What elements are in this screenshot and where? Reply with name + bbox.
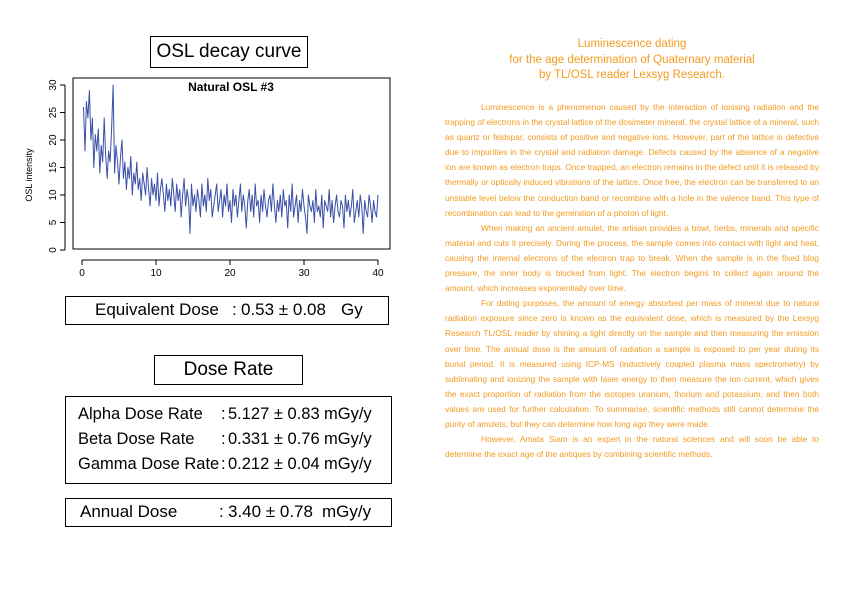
y-tick-label: 0 bbox=[48, 247, 59, 253]
annual-dose-label: Annual Dose bbox=[80, 502, 178, 521]
osl-series-line bbox=[84, 85, 379, 234]
annual-dose-box bbox=[65, 498, 392, 527]
annual-dose-unit: mGy/y bbox=[322, 502, 372, 521]
equivalent-dose-unit: Gy bbox=[341, 300, 363, 319]
article-paragraph: For dating purposes, the amount of energy absorbed per mass of mineral due to natural radiation exposure since zero is known as the equivalent dose, which is measured by the Lexsyg Research TL/OSL reader by shining a light directly on the sample and then measuring the emission over time. The annual dose is the amount of radiation a sample is exposed to per year during its burial period. It is measured using ICP-MS (inductively coupled plasma mass spectrometry) by sublimating and ionizing the sample with laser energy to then measure the ion current, which gives the exact proportion of radiation from the isotopes uranium, thorium and potassium, and then both values are used for further calculation. To summarise, scientific methods still cannot determine the purity of amulets, but they can determine how long ago they were made. bbox=[445, 298, 819, 429]
article-title bbox=[445, 37, 819, 84]
equivalent-dose-label: Equivalent Dose bbox=[95, 300, 219, 319]
dose-rate-label: Gamma Dose Rate bbox=[78, 455, 220, 473]
x-tick-label: 40 bbox=[372, 268, 384, 279]
dose-rate-unit: mGy/y bbox=[324, 455, 372, 473]
y-tick-label: 10 bbox=[48, 189, 59, 201]
dose-rate-value: 0.331 ± 0.76 bbox=[228, 430, 320, 448]
dose-rate-colon: : bbox=[221, 405, 226, 423]
dose-rate-value: 5.127 ± 0.83 bbox=[228, 405, 320, 423]
equivalent-dose-box bbox=[65, 296, 389, 325]
article-body bbox=[445, 100, 819, 462]
x-tick-label: 0 bbox=[79, 268, 85, 279]
dose-rate-value: 0.212 ± 0.04 bbox=[228, 455, 320, 473]
y-tick-label: 30 bbox=[48, 79, 59, 91]
chart-y-axis-label: OSL intensity bbox=[24, 148, 34, 202]
article-paragraph: However, Amata Siam is an expert in the natural sciences and will soon be able to determine the exact age of the antiques by combining scientific methods. bbox=[445, 434, 819, 460]
dose-rate-label: Beta Dose Rate bbox=[78, 430, 195, 448]
article-title-line: for the age determination of Quaternary material bbox=[509, 53, 755, 66]
dose-rate-title-box bbox=[154, 355, 303, 385]
x-tick-label: 30 bbox=[298, 268, 310, 279]
article-paragraph: When making an ancient amulet, the artisan provides a bowl, herbs, minerals and specific material and cuts it precisely. During the process, the sample comes into contact with light and heat, causing the internal electrons of the electron trap to break. When the sample is in the fixed blog pressure, the inner body is blocked from light. The electron begins to collect again around the amount, which increases exponentially over time. bbox=[445, 222, 819, 294]
dose-rate-label: Alpha Dose Rate bbox=[78, 405, 203, 423]
dose-rate-unit: mGy/y bbox=[324, 405, 372, 423]
x-tick-label: 10 bbox=[150, 268, 162, 279]
article-title-line: by TL/OSL reader Lexsyg Research. bbox=[538, 69, 725, 81]
dose-rate-box bbox=[65, 396, 392, 484]
article-title-line: Luminescence dating bbox=[577, 38, 687, 50]
y-tick-label: 5 bbox=[48, 219, 59, 226]
series-layer bbox=[84, 85, 379, 234]
y-tick-label: 20 bbox=[48, 134, 59, 146]
osl-decay-chart bbox=[0, 70, 400, 285]
chart-title: Natural OSL #3 bbox=[188, 80, 274, 94]
x-tick-label: 20 bbox=[224, 268, 236, 279]
y-tick-label: 15 bbox=[48, 161, 59, 174]
annual-dose-value: 3.40 ± 0.78 bbox=[228, 502, 313, 521]
osl-title-box bbox=[150, 36, 308, 68]
article-paragraph: Luminescence is a phenomenon caused by the interaction of ionising radiation and the trapping of electrons in the crystal lattice of the dosimeter mineral. the crystal lattice of a mineral, such as quartz or feldspar, consists of positive and negative ions. However, part of the lattice is defective due to impurities in the crystal and radiation damage. Defects caused by the absence of a negative ion are known as electron traps. Once trapped, an electron remains in the defect until it is released by thermally or optically induced vibrations of the lattice. Once free, the electron can be transferred to an unstable level below the conduction band or recombine with a hole in the valence band. This type of recombination can lead to the generation of a photon of light. bbox=[445, 102, 819, 218]
dose-rate-colon: : bbox=[221, 430, 226, 448]
annual-dose-colon: : bbox=[219, 502, 224, 521]
equivalent-dose-value: 0.53 ± 0.08 bbox=[241, 300, 326, 319]
y-tick-label: 25 bbox=[48, 106, 59, 119]
dose-rate-colon: : bbox=[221, 455, 226, 473]
equivalent-dose-colon: : bbox=[232, 300, 237, 319]
dose-rate-title: Dose Rate bbox=[183, 359, 274, 380]
osl-title: OSL decay curve bbox=[156, 41, 302, 62]
dose-rate-unit: mGy/y bbox=[324, 430, 372, 448]
